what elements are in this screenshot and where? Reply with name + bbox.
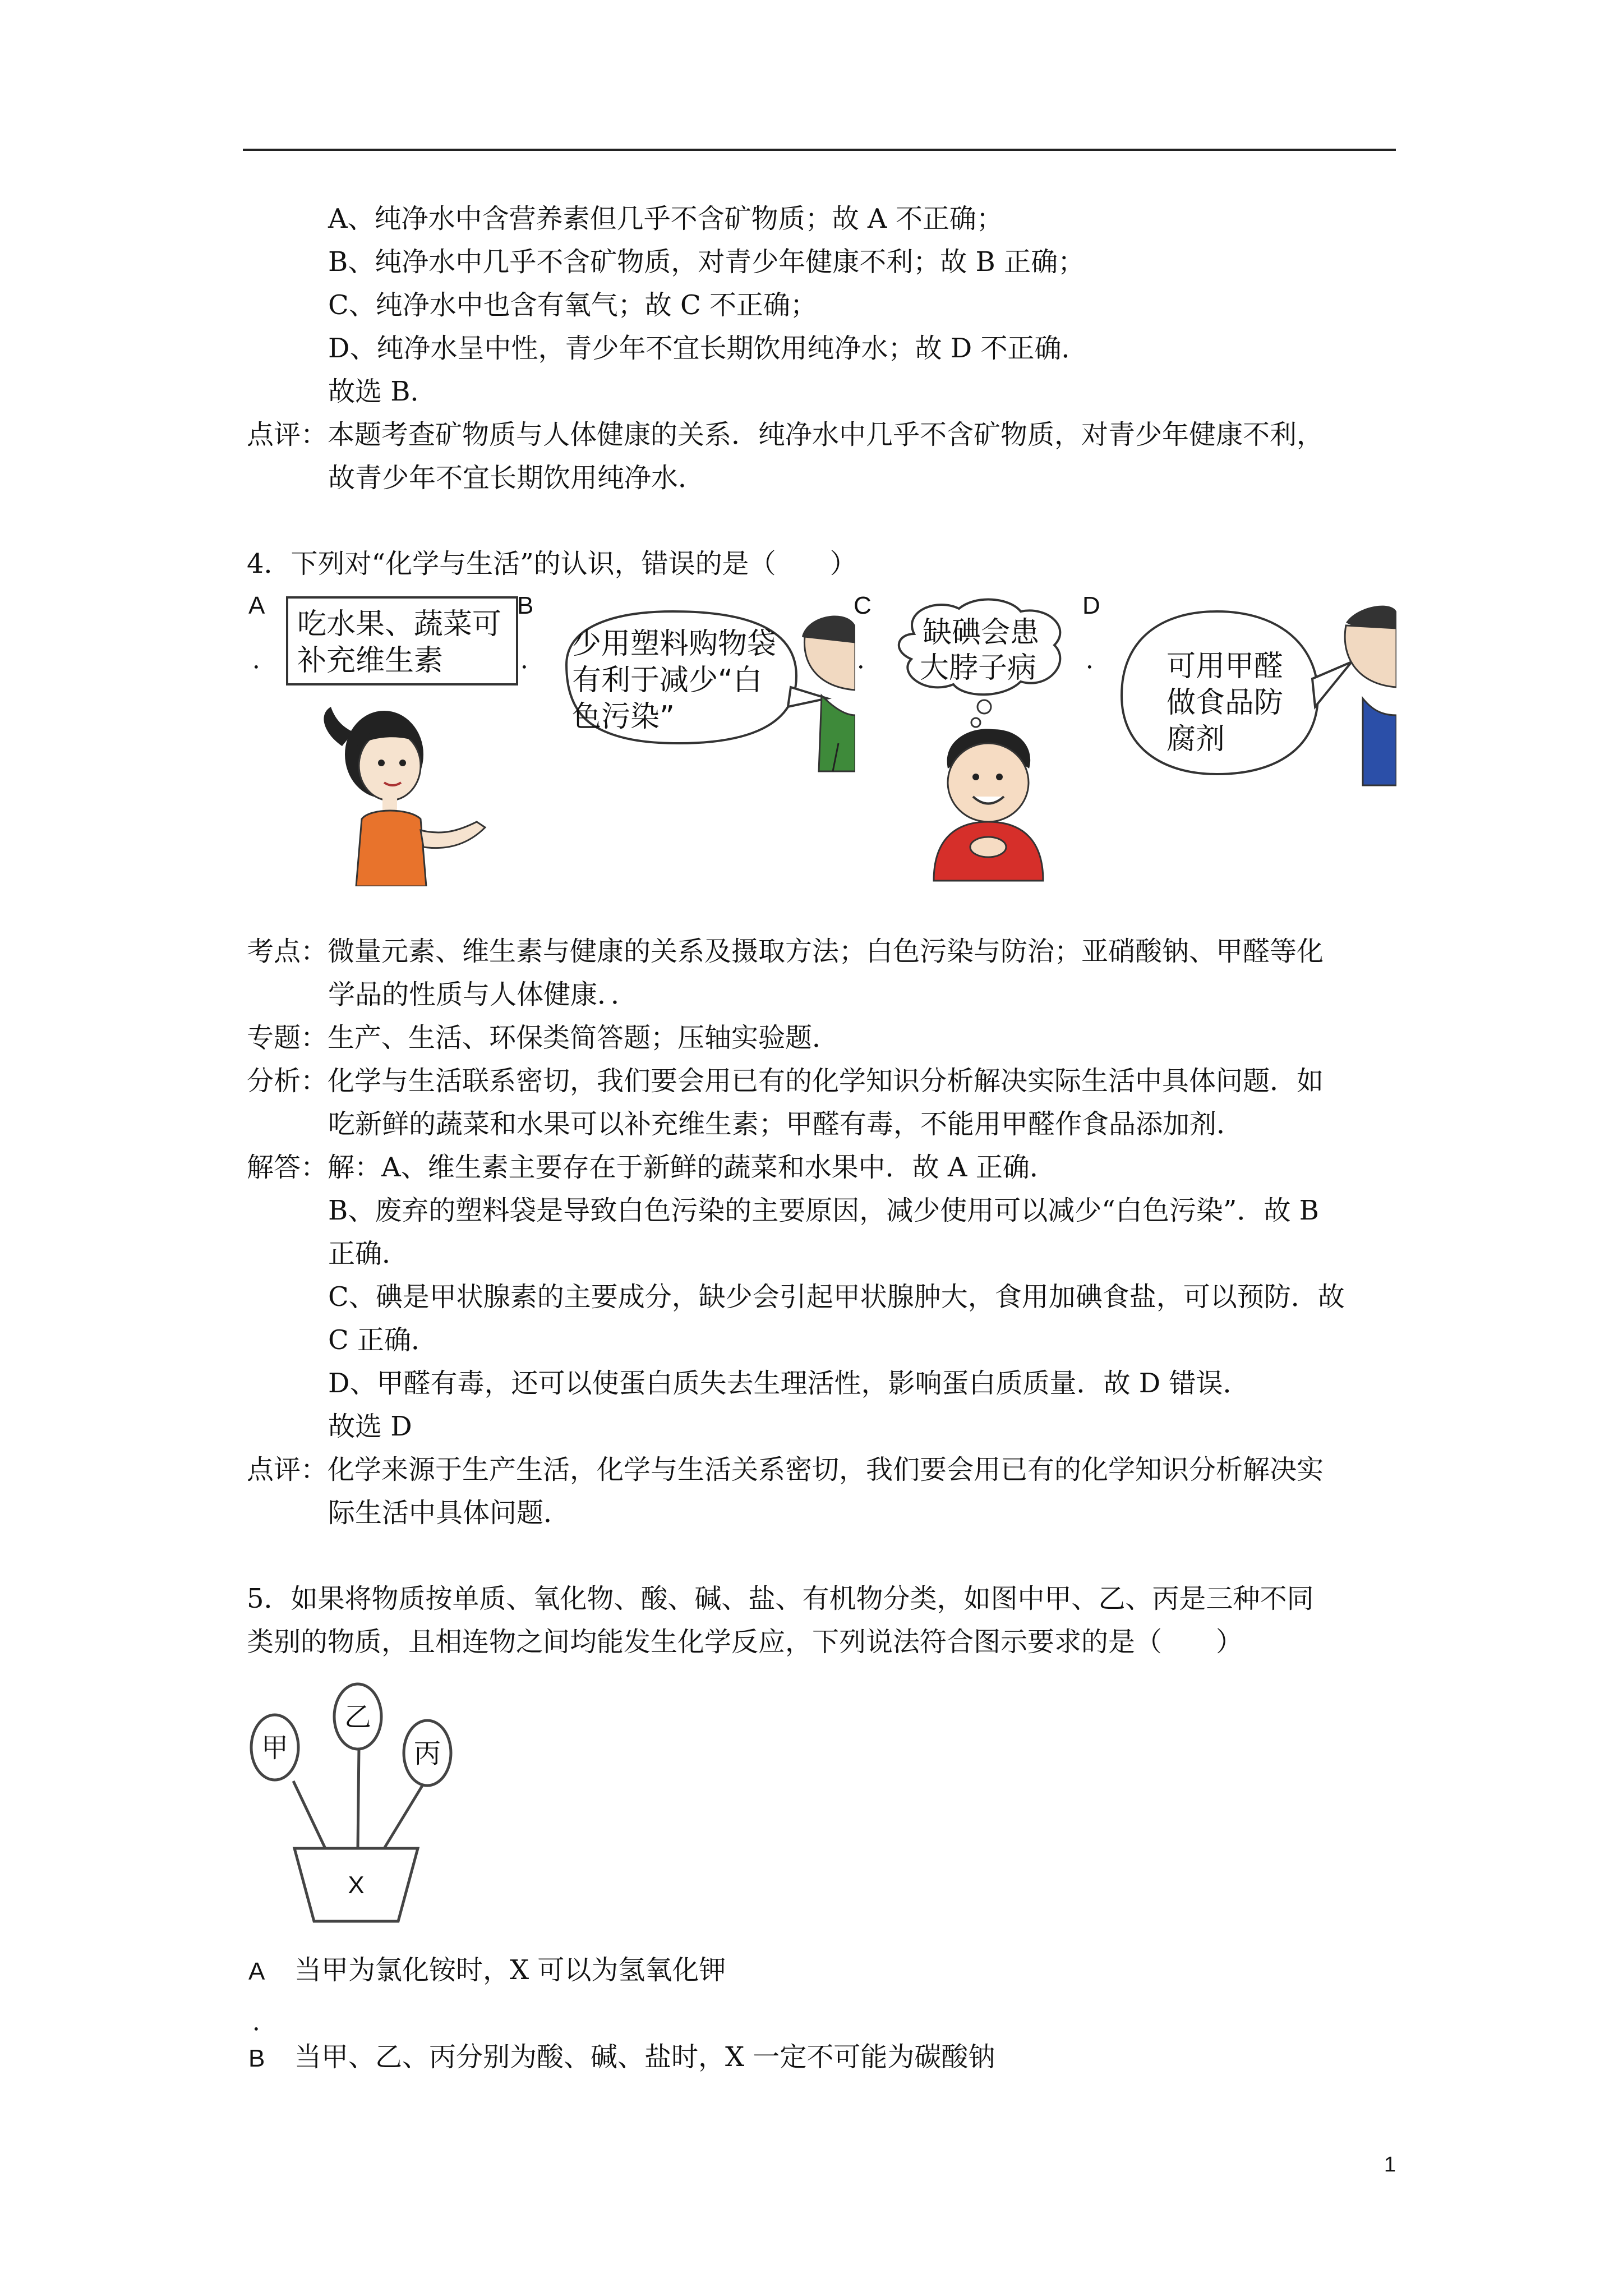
q5-option-a-text: 当甲为氯化铵时，X 可以为氢氧化钾 xyxy=(294,1954,726,1986)
q4-zhuanti: 专题：生产、生活、环保类简答题；压轴实验题． xyxy=(247,1022,840,1053)
bubble-b-line2: 有利于减少“白 xyxy=(572,664,762,697)
q4-option-a-illustration xyxy=(264,595,522,886)
q4-label-d: D xyxy=(1082,592,1100,619)
q4-label-d-dot: ． xyxy=(1086,646,1110,674)
man-figure-d xyxy=(1345,606,1396,785)
bubble-b-line3: 色污染” xyxy=(572,700,675,734)
q4-label-b: B xyxy=(517,592,534,619)
q5-option-a-label: A xyxy=(248,1958,265,1985)
girl-figure xyxy=(324,707,485,886)
label-yi: 乙 xyxy=(344,1701,372,1733)
q4-label-a-dot: ． xyxy=(252,646,277,674)
q4-kaodian-1: 考点：微量元素、维生素与健康的关系及摄取方法；白色污染与防治；亚硝酸钠、甲醛等化 xyxy=(247,936,1324,967)
q4-kaodian-2: 学品的性质与人体健康．． xyxy=(328,979,638,1010)
label-jia: 甲 xyxy=(261,1732,289,1764)
q4-stem: 4．下列对“化学与生活”的认识，错误的是（ ） xyxy=(247,548,857,579)
q5-option-b-text: 当甲、乙、丙分别为酸、碱、盐时，X 一定不可能为碳酸钠 xyxy=(294,2041,995,2073)
q4-option-d-illustration xyxy=(1116,600,1396,836)
q5-stem-2: 类别的物质，且相连物之间均能发生化学反应，下列说法符合图示要求的是（ ） xyxy=(247,1626,1243,1658)
q4-option-c-illustration xyxy=(880,595,1082,886)
q5-stem-1: 5．如果将物质按单质、氧化物、酸、碱、盐、有机物分类，如图中甲、乙、丙是三种不同 xyxy=(247,1583,1314,1614)
q4-label-c: C xyxy=(854,592,872,619)
bubble-b-line1: 少用塑料购物袋 xyxy=(572,627,777,661)
bubble-d-line3: 腐剂 xyxy=(1166,723,1225,756)
q5-option-b-label: B xyxy=(248,2045,265,2072)
bubble-d-line2: 做食品防 xyxy=(1166,686,1284,720)
q4-jieda-c-2: C 正确． xyxy=(328,1324,438,1356)
q4-jieda-c-1: C、碘是甲状腺素的主要成分，缺少会引起甲状腺肿大，食用加碘食盐，可以预防．故 xyxy=(328,1281,1345,1313)
boy-figure-c xyxy=(934,729,1043,881)
prev-answer-a: A、纯净水中含营养素但几乎不含矿物质；故 A 不正确； xyxy=(328,203,1003,234)
prev-conclusion: 故选 B． xyxy=(328,376,437,407)
bubble-c-line2: 大脖子病 xyxy=(920,651,1037,685)
q4-jieda-d: D、甲醛有毒，还可以使蛋白质失去生理活性，影响蛋白质质量．故 D 错误． xyxy=(328,1368,1250,1399)
q4-jieda-b-1: B、废弃的塑料袋是导致白色污染的主要原因，减少使用可以减少“白色污染”．故 B xyxy=(328,1195,1319,1226)
q4-label-a: A xyxy=(248,592,265,619)
label-x: X xyxy=(348,1871,365,1899)
q4-fenxi-1: 分析：化学与生活联系密切，我们要会用已有的化学知识分析解决实际生活中具体问题．如 xyxy=(247,1065,1324,1097)
prev-answer-d: D、纯净水呈中性，青少年不宜长期饮用纯净水；故 D 不正确． xyxy=(328,333,1089,364)
q4-dianping-1: 点评：化学来源于生产生活，化学与生活关系密切，我们要会用已有的化学知识分析解决实 xyxy=(247,1454,1324,1485)
bubble-d-line1: 可用甲醛 xyxy=(1166,650,1284,683)
q4-dianping-2: 际生活中具体问题． xyxy=(328,1497,571,1529)
header-rule xyxy=(243,149,1396,151)
q5-option-a-dot: ． xyxy=(252,2008,277,2036)
label-bing: 丙 xyxy=(413,1738,441,1769)
q4-option-b-illustration xyxy=(555,603,855,850)
bubble-a-line1: 吃水果、蔬菜可 xyxy=(297,608,502,641)
q4-label-c-dot: ． xyxy=(857,646,882,674)
q4-jieda-a: 解答：解：A、维生素主要存在于新鲜的蔬菜和水果中．故 A 正确． xyxy=(247,1152,1057,1183)
q4-label-b-dot: ． xyxy=(520,646,545,674)
prev-comment-1: 点评：本题考查矿物质与人体健康的关系．纯净水中几乎不含矿物质，对青少年健康不利， xyxy=(247,419,1324,450)
q5-flowerpot-diagram xyxy=(247,1677,471,1930)
prev-answer-c: C、纯净水中也含有氧气；故 C 不正确； xyxy=(328,289,817,321)
prev-answer-b: B、纯净水中几乎不含矿物质，对青少年健康不利；故 B 正确； xyxy=(328,246,1085,278)
page-number: 1 xyxy=(1384,2153,1396,2177)
q4-fenxi-2: 吃新鲜的蔬菜和水果可以补充维生素；甲醛有毒，不能用甲醛作食品添加剂． xyxy=(328,1108,1244,1140)
q4-conclusion: 故选 D xyxy=(328,1411,412,1442)
bubble-c-line1: 缺碘会患 xyxy=(923,616,1040,650)
prev-comment-2: 故青少年不宜长期饮用纯净水． xyxy=(328,462,706,494)
bubble-a-line2: 补充维生素 xyxy=(297,644,444,678)
q4-jieda-b-2: 正确． xyxy=(328,1238,409,1269)
